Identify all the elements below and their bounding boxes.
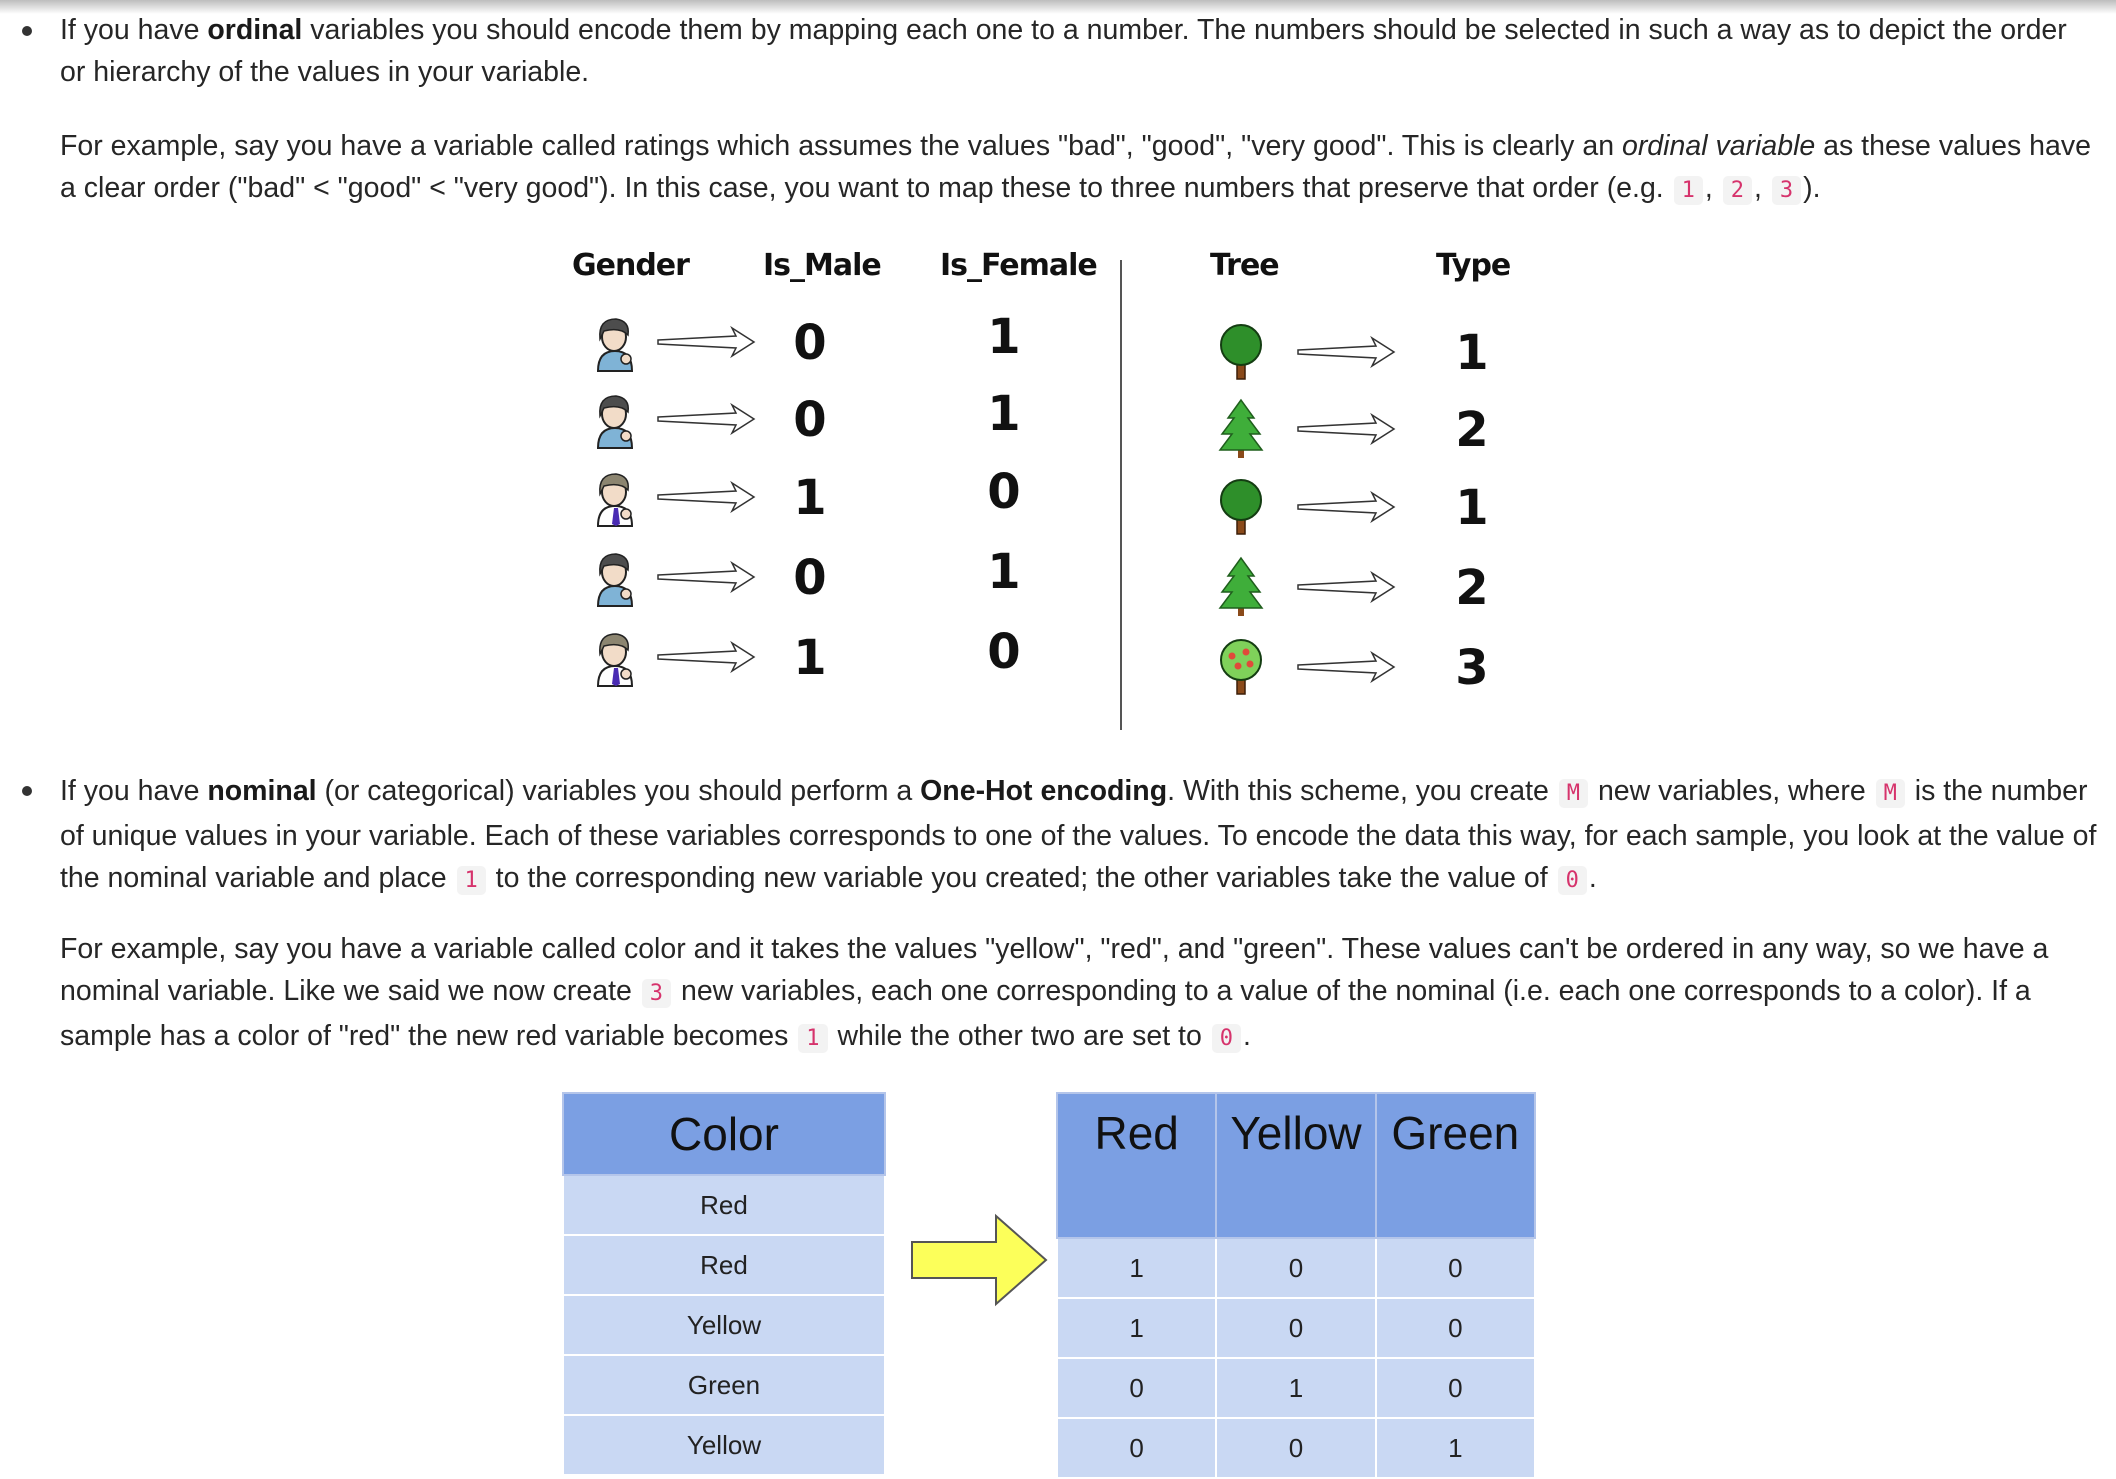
arrow-right-icon [656,325,756,359]
is-male-value: 1 [793,630,827,686]
male-person-icon [590,468,640,528]
one-hot-figure [560,1092,1540,1463]
header-is-male: Is_Male [763,248,881,283]
is-female-value: 1 [987,309,1021,365]
type-value: 3 [1455,640,1489,696]
code-m: M [1876,779,1905,808]
arrow-right-icon [1296,335,1396,369]
table-row [1057,1238,1535,1298]
male-person-icon [590,628,640,688]
table-row [563,1415,885,1475]
one-hot-cell: 0 [1376,1298,1535,1358]
arrow-right-icon [656,402,756,436]
header-tree: Tree [1210,248,1279,283]
color-cell: Green [563,1355,885,1415]
color-cell: Yellow [563,1295,885,1355]
is-male-value: 0 [793,315,827,371]
bullet-nominal [22,786,32,796]
nominal-example-paragraph: For example, say you have a variable called color and it takes the values "yellow", "red", and "green". These values can't be ordered in any way, so we have a nominal variable. Like we said we now create 3 new variables, each one corresponding to a value of the nominal (i.e. each one corresponds to a color). If a sample has a color of "red" the new red variable becomes 1 while the other two are set to 0 . [60,933,2049,1052]
code-2: 2 [1723,176,1752,205]
one-hot-table [1056,1092,1536,1479]
table-row [563,1175,885,1235]
arrow-right-icon [656,640,756,674]
header-gender: Gender [572,248,689,283]
one-hot-cell: 1 [1057,1238,1216,1298]
fruit-tree-icon [1216,636,1266,698]
is-female-value: 1 [987,386,1021,442]
ordinal-encoding-figure [560,240,1550,730]
female-person-icon [590,548,640,608]
table-row [563,1355,885,1415]
type-value: 2 [1455,402,1489,458]
ordinal-variable-italic: ordinal variable [1621,130,1816,162]
one-hot-cell: 0 [1376,1238,1535,1298]
right-arrow-icon [910,1212,1050,1312]
ordinal-example-paragraph: For example, say you have a variable called ratings which assumes the values "bad", "good", "very good". This is clearly an ordinal variable as these values have a clear order ("bad" < "good" < "very good"). In this case, you want to map these to three numbers that preserve that order (e.g. 1 , 2 , 3 ). [60,130,2091,204]
code-0: 0 [1558,866,1587,895]
color-table [562,1092,886,1476]
arrow-right-icon [656,480,756,514]
header-type: Type [1436,248,1511,283]
one-hot-cell: 1 [1057,1298,1216,1358]
color-cell: Yellow [563,1415,885,1475]
type-value: 1 [1455,480,1489,536]
pine-tree-icon [1216,556,1266,618]
is-female-value: 0 [987,464,1021,520]
is-female-value: 1 [987,544,1021,600]
header-is-female: Is_Female [940,248,1097,283]
table-row [1057,1418,1535,1478]
code-1: 1 [457,866,486,895]
is-female-value: 0 [987,624,1021,680]
code-1: 1 [798,1024,827,1053]
ordinal-paragraph: If you have ordinal variables you should encode them by mapping each one to a number. The numbers should be selected in such a way as to depict the order or hierarchy of the values in your variable. [60,14,2067,88]
round-tree-icon [1216,476,1266,538]
table-row [1057,1358,1535,1418]
table-row [563,1235,885,1295]
one-hot-cell: 1 [1376,1418,1535,1478]
one-hot-cell: 0 [1376,1358,1535,1418]
code-m: M [1559,779,1588,808]
female-person-icon [590,313,640,373]
one-hot-cell: 0 [1216,1238,1375,1298]
table-row [1057,1298,1535,1358]
is-male-value: 0 [793,550,827,606]
code-3: 3 [1772,176,1801,205]
one-hot-cell: 0 [1216,1298,1375,1358]
color-cell: Red [563,1175,885,1235]
bullet-ordinal [22,26,32,36]
arrow-right-icon [1296,412,1396,446]
one-hot-header: Yellow [1216,1093,1375,1238]
table-row [563,1295,885,1355]
pine-tree-icon [1216,398,1266,460]
arrow-right-icon [1296,490,1396,524]
color-cell: Red [563,1235,885,1295]
one-hot-cell: 0 [1216,1418,1375,1478]
nominal-bold: nominal [207,775,317,807]
one-hot-bold: One-Hot encoding [920,775,1168,807]
one-hot-header: Red [1057,1093,1216,1238]
code-3: 3 [642,979,671,1008]
code-1: 1 [1674,176,1703,205]
is-male-value: 1 [793,470,827,526]
one-hot-header: Green [1376,1093,1535,1238]
female-person-icon [590,390,640,450]
arrow-right-icon [656,560,756,594]
arrow-right-icon [1296,650,1396,684]
one-hot-cell: 1 [1216,1358,1375,1418]
code-0: 0 [1212,1024,1241,1053]
one-hot-cell: 0 [1057,1358,1216,1418]
ordinal-bold: ordinal [207,14,303,46]
round-tree-icon [1216,321,1266,383]
color-table-header: Color [563,1093,885,1175]
is-male-value: 0 [793,392,827,448]
figure-divider [1120,260,1122,730]
type-value: 2 [1455,560,1489,616]
one-hot-cell: 0 [1057,1418,1216,1478]
type-value: 1 [1455,325,1489,381]
nominal-paragraph: If you have nominal (or categorical) variables you should perform a One-Hot encoding. With this scheme, you create M new variables, where M is the number of unique values in your variable. Each of these variables corresponds to one of the values. To encode the data this way, for each sample, you look at the value of the nominal variable and place 1 to the corresponding new variable you created; the other variables take the value of 0 . [60,775,2097,894]
arrow-right-icon [1296,570,1396,604]
